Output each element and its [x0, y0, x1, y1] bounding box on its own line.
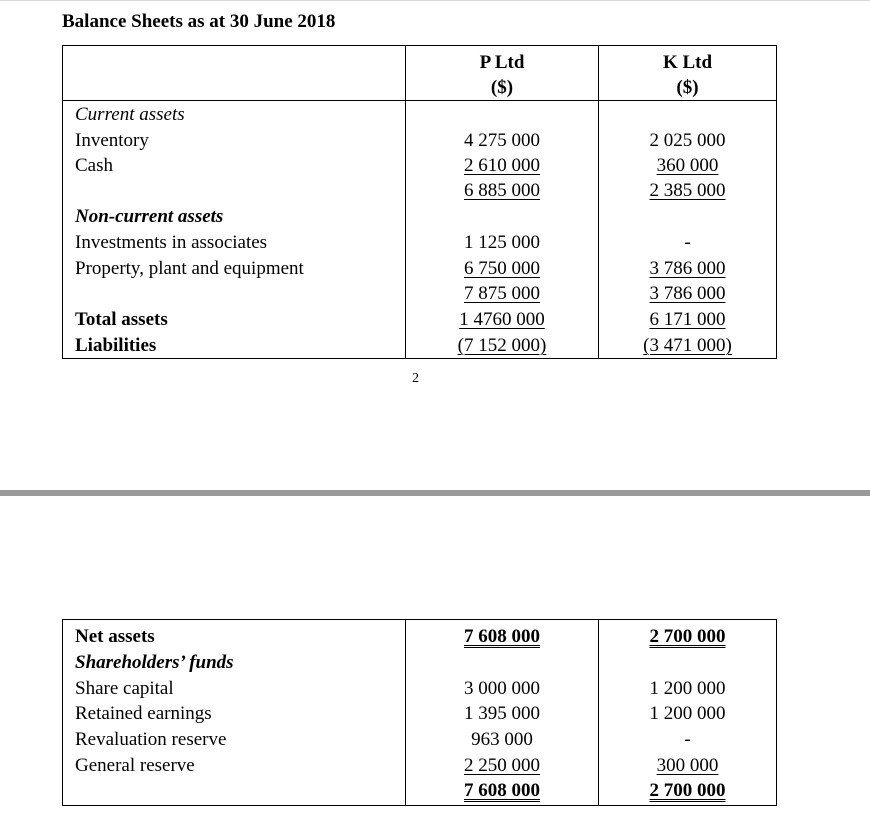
top-border	[0, 0, 870, 1]
value-p-cash	[405, 153, 599, 179]
value-p-non-current-total	[405, 281, 599, 307]
page-title: Balance Sheets as at 30 June 2018	[62, 11, 336, 32]
value-p-net-assets-text: 7 608 000	[464, 626, 540, 647]
value-p-investments: 1 125 000	[464, 232, 540, 253]
value-k-current-total	[598, 178, 777, 204]
value-p-general-reserve	[405, 753, 599, 779]
value-k-investments: -	[684, 232, 691, 253]
value-p-general-reserve-text: 2 250 000	[464, 755, 540, 776]
value-p-share-capital: 3 000 000	[464, 678, 540, 699]
value-p-equity-total-text: 7 608 000	[464, 780, 540, 801]
value-p-inventory: 4 275 000	[464, 130, 540, 151]
column-unit-p-ltd: ($)	[490, 77, 514, 98]
value-p-total-assets	[405, 307, 599, 333]
non-current-assets-heading: Non-current assets	[75, 206, 224, 227]
value-k-liabilities-text: (3 471 000)	[643, 335, 732, 356]
value-k-equity-total-text: 2 700 000	[649, 780, 726, 801]
page-number: 2	[412, 371, 419, 386]
value-k-net-assets	[598, 624, 777, 650]
value-p-cash-text: 2 610 000	[464, 155, 540, 176]
value-p-current-total-text: 6 885 000	[464, 180, 540, 201]
value-k-non-current-total	[598, 281, 777, 307]
value-k-cash-text: 360 000	[656, 155, 719, 176]
value-p-equity-total	[405, 778, 599, 804]
value-k-general-reserve-text: 300 000	[656, 755, 719, 776]
value-k-total-assets	[598, 307, 777, 333]
value-k-revaluation-reserve: -	[684, 729, 691, 750]
row-label-total-assets: Total assets	[75, 309, 168, 330]
row-label-cash: Cash	[75, 155, 113, 176]
value-k-ppe	[598, 256, 777, 282]
column-header-k-ltd: K Ltd	[662, 52, 713, 73]
column-unit-k-ltd: ($)	[676, 77, 699, 98]
value-k-non-current-total-text: 3 786 000	[649, 283, 726, 304]
row-label-retained-earnings: Retained earnings	[75, 703, 212, 724]
row-label-share-capital: Share capital	[75, 678, 174, 699]
value-p-liabilities-text: (7 152 000)	[457, 335, 547, 356]
value-k-current-total-text: 2 385 000	[649, 180, 726, 201]
row-label-investments: Investments in associates	[75, 232, 268, 253]
page-separator	[0, 490, 870, 496]
row-label-ppe: Property, plant and equipment	[75, 258, 304, 279]
value-k-ppe-text: 3 786 000	[649, 258, 726, 279]
row-label-inventory: Inventory	[75, 130, 149, 151]
value-p-current-total	[405, 178, 599, 204]
value-p-total-assets-text: 1 4760 000	[459, 309, 545, 330]
shareholders-funds-heading: Shareholders’ funds	[75, 652, 234, 673]
value-p-liabilities	[405, 333, 599, 359]
column-header-p-ltd: P Ltd	[479, 52, 525, 73]
value-k-net-assets-text: 2 700 000	[649, 626, 726, 647]
value-k-liabilities	[598, 333, 777, 359]
value-k-retained-earnings: 1 200 000	[649, 703, 726, 724]
row-label-net-assets: Net assets	[75, 626, 155, 647]
row-label-revaluation-reserve: Revaluation reserve	[75, 729, 227, 750]
current-assets-heading: Current assets	[75, 104, 185, 125]
value-k-cash	[598, 153, 777, 179]
value-p-revaluation-reserve: 963 000	[471, 729, 533, 750]
value-k-general-reserve	[598, 753, 777, 779]
value-p-ppe	[405, 256, 599, 282]
value-k-inventory: 2 025 000	[649, 130, 726, 151]
value-p-net-assets	[405, 624, 599, 650]
value-k-equity-total	[598, 778, 777, 804]
value-p-non-current-total-text: 7 875 000	[464, 283, 540, 304]
row-label-liabilities: Liabilities	[75, 335, 157, 356]
value-p-retained-earnings: 1 395 000	[464, 703, 540, 724]
value-k-total-assets-text: 6 171 000	[649, 309, 726, 330]
value-p-ppe-text: 6 750 000	[464, 258, 540, 279]
value-k-share-capital: 1 200 000	[649, 678, 726, 699]
row-label-general-reserve: General reserve	[75, 755, 195, 776]
